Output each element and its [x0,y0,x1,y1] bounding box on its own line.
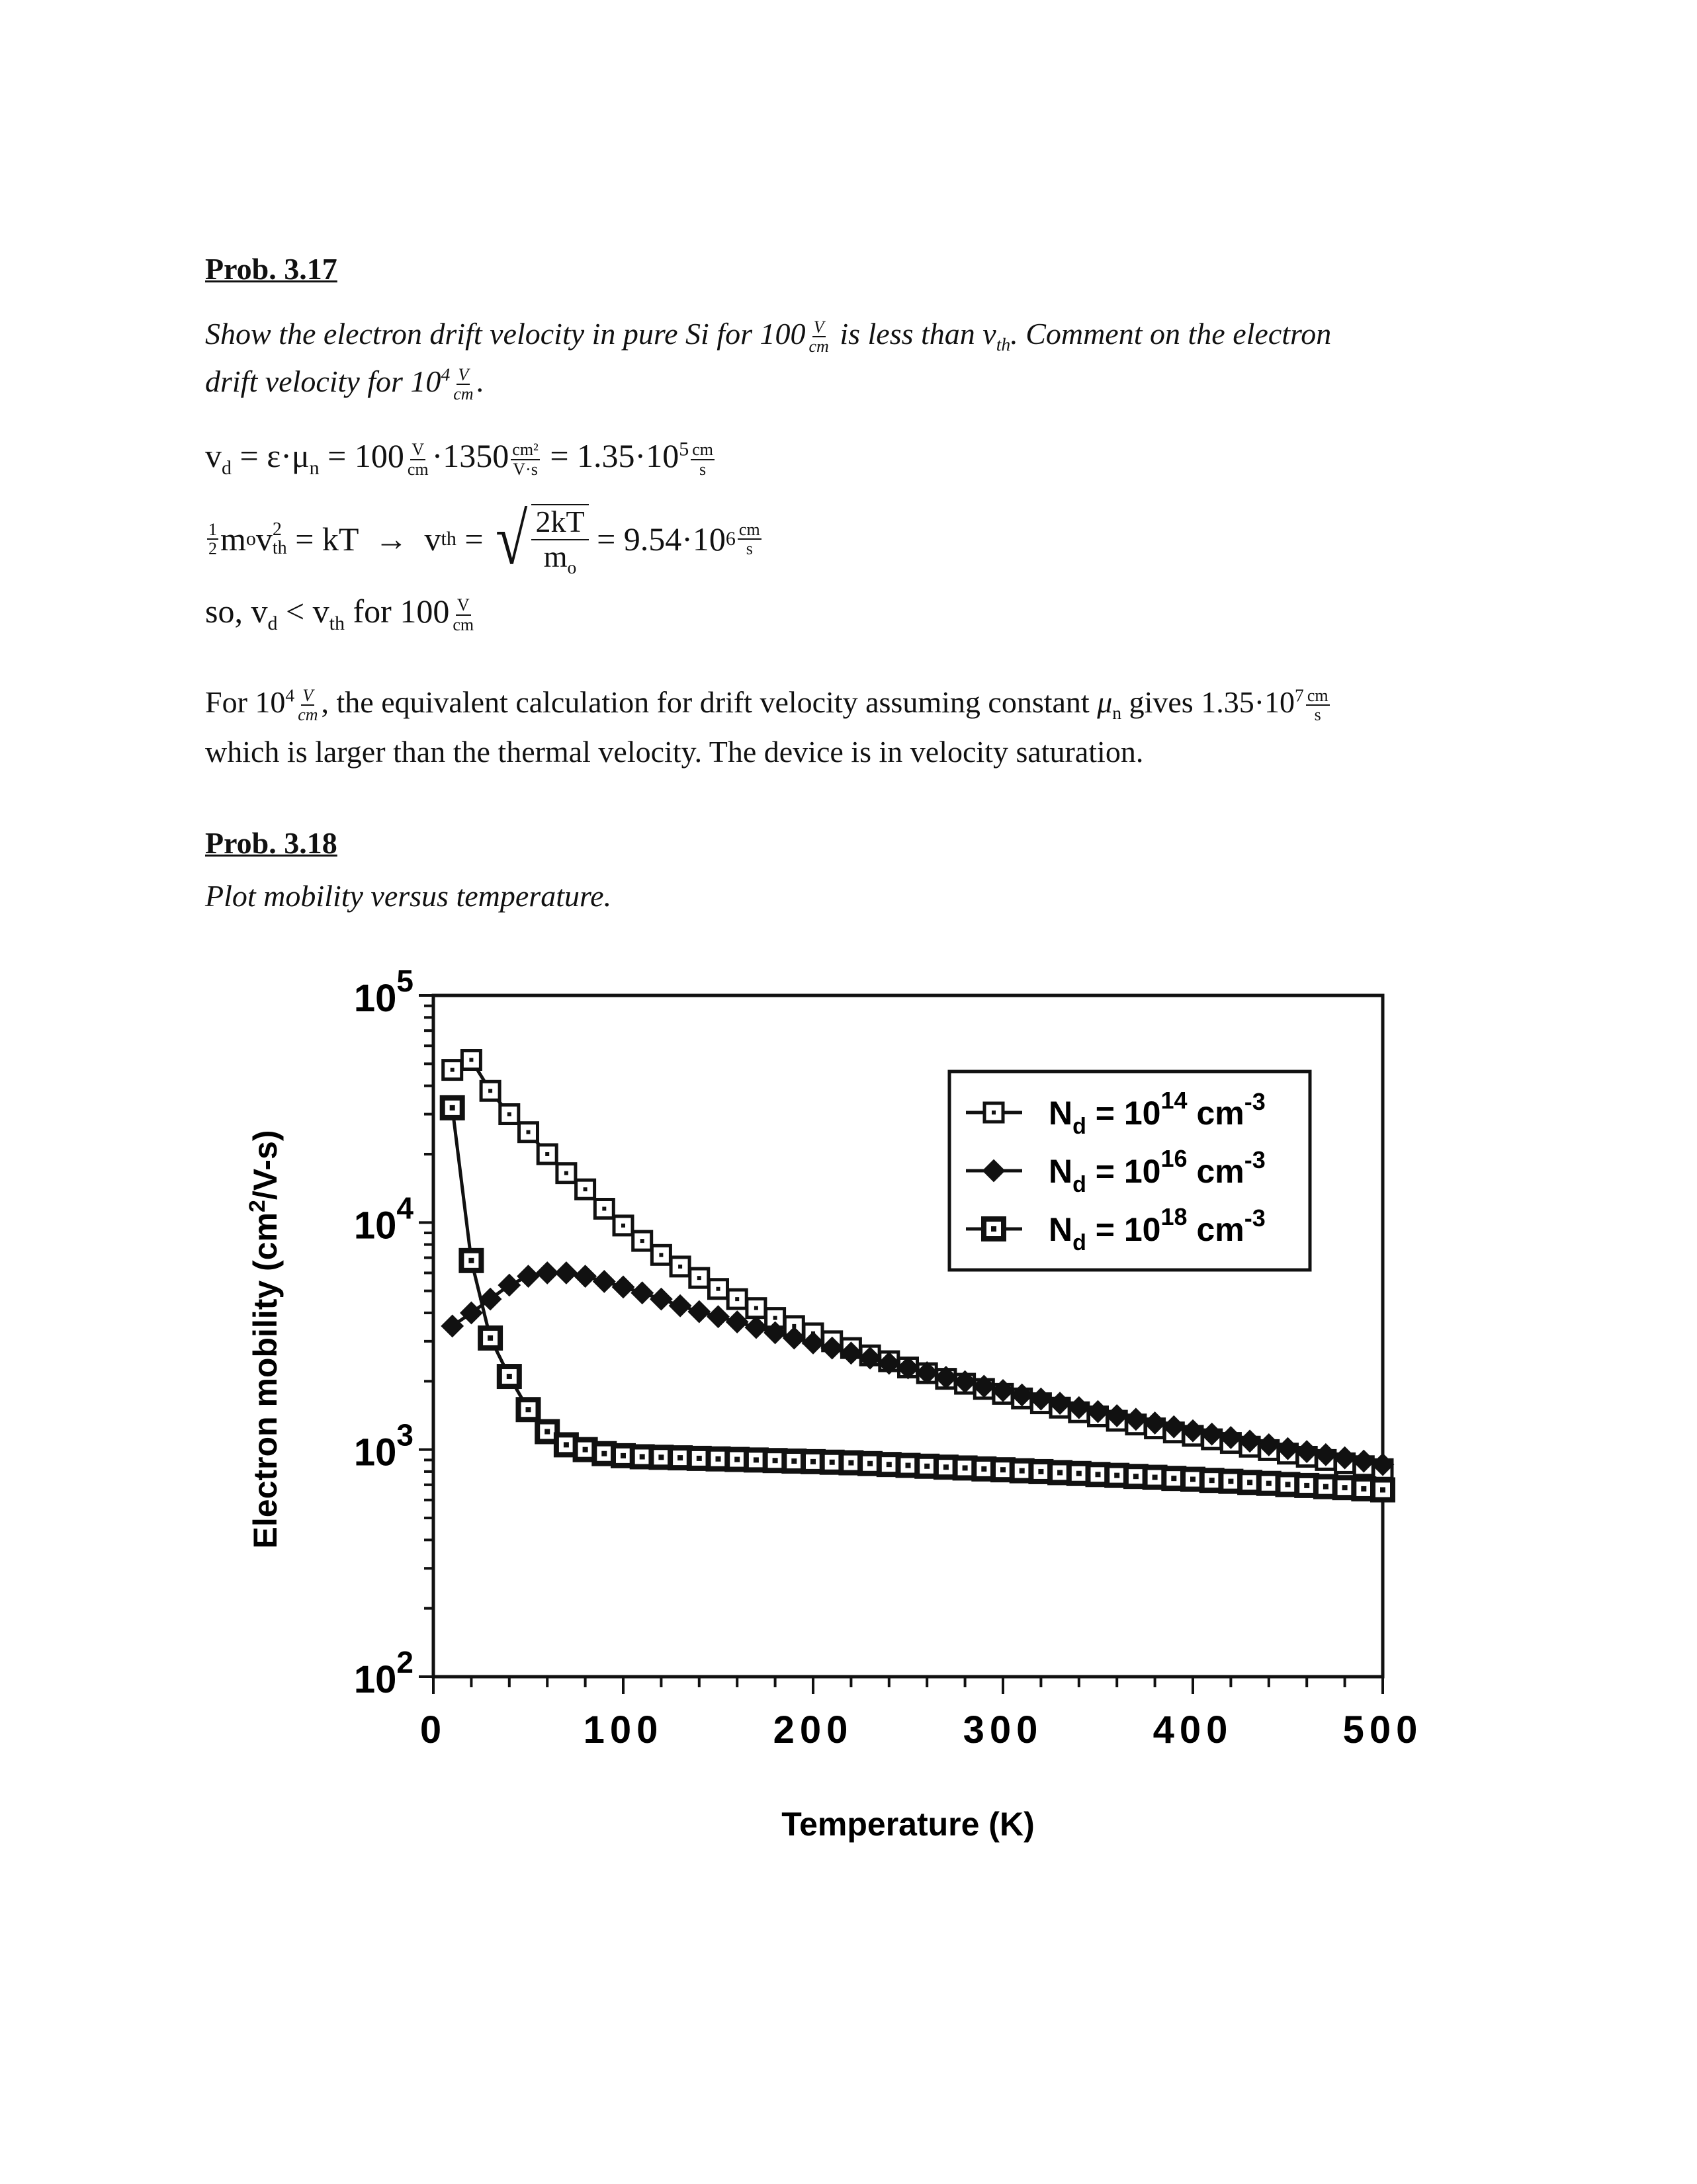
data-point-dot [754,1457,759,1462]
data-point-dot [545,1152,549,1156]
data-point-dot [887,1462,892,1467]
x-tick-label: 500 [1342,1708,1423,1751]
data-point-dot [678,1265,682,1269]
data-point-dot [734,1457,740,1462]
legend-entry: $N_d = 10^{16}$ $cm^{-3}$ [1049,1145,1266,1197]
x-tick-label: 100 [583,1708,664,1751]
data-point-dot [1076,1471,1082,1476]
data-point-dot [602,1206,606,1210]
data-point [556,1263,577,1284]
data-point-dot [735,1297,739,1301]
data-point [613,1277,634,1298]
y-tick-label: $10^5$ [353,964,413,1020]
data-point [632,1282,653,1304]
data-point-dot [1000,1467,1006,1472]
data-point-dot [450,1105,455,1111]
data-point-dot [601,1451,607,1456]
data-point-dot [1171,1476,1176,1481]
data-point-dot [677,1455,683,1460]
data-point-dot [981,1466,986,1472]
data-point-dot [1342,1485,1348,1490]
data-point-dot [488,1089,492,1093]
data-point-dot [906,1463,911,1468]
data-point-dot [830,1460,835,1465]
x-tick-label: 0 [419,1708,447,1751]
data-point-dot [1038,1469,1043,1474]
x-axis-title: Temperature (K) [781,1806,1035,1843]
data-point-dot [754,1306,758,1310]
equation-thermal-velocity: $\frac{1}{2}$ m o v 2 th = kT → v th = √ 2kT $m_o$ = 9.54·10 6 $\frac{cm}{s}$ [208,499,760,579]
prob-3-18-statement: Plot mobility versus temperature. [205,879,612,913]
data-point [670,1295,691,1316]
legend-marker-dot [992,1111,996,1114]
data-point-dot [773,1316,777,1320]
prob-3-17-answer-line1: For $10^4$ $\frac{V}{cm}$ , the equivalent calculation for drift velocity assuming constant $\mu_n$ gives $1.35\cdot 10^7$ $\frac{cm}{s}$ [205,685,1328,725]
prob-3-17-title: Prob. 3.17 [205,252,337,286]
data-point-dot [507,1113,511,1116]
data-point-dot [1266,1481,1272,1486]
data-point-dot [1285,1482,1291,1487]
data-point-dot [1361,1486,1366,1491]
data-point [726,1312,748,1333]
data-point-dot [621,1224,625,1228]
x-tick-label: 400 [1153,1708,1233,1751]
legend-entry: $N_d = 10^{14}$ $cm^{-3}$ [1049,1087,1266,1139]
y-tick-label: $10^3$ [353,1417,413,1474]
equation-drift-velocity: $v_d = \varepsilon\cdot\mu_n = 100$ $\frac{V}{cm}$ ·1350 $\frac{\text{cm²}}{V\cdot s}$ = $1.35\cdot 10^5$ $\frac{cm}{s}$ [205,437,713,479]
data-point-dot [773,1458,778,1463]
data-point-dot [1304,1483,1309,1488]
data-point-dot [1247,1480,1252,1485]
data-point-dot [1020,1468,1025,1474]
legend-entry: $N_d = 10^{18}$ $cm^{-3}$ [1049,1203,1266,1255]
data-point-dot [507,1374,512,1379]
data-point-dot [526,1407,531,1412]
data-point-dot [658,1454,664,1460]
data-point [518,1266,539,1287]
data-point-dot [697,1276,701,1280]
data-point-dot [1209,1478,1215,1483]
data-point-dot [1153,1475,1158,1480]
data-point-dot [943,1464,949,1470]
data-point [746,1317,767,1338]
data-point-dot [640,1454,645,1459]
data-point-dot [469,1058,473,1062]
data-point-dot [527,1130,531,1134]
data-point [575,1266,596,1287]
data-point-dot [488,1335,493,1341]
data-point-dot [544,1429,550,1434]
x-tick-label: 300 [963,1708,1043,1751]
data-point-dot [810,1459,816,1464]
data-point-dot [659,1253,663,1257]
data-point-dot [584,1187,587,1191]
data-point-dot [564,1442,569,1447]
data-point-dot [924,1464,930,1469]
data-point-dot [583,1447,588,1452]
data-point-dot [1096,1472,1101,1477]
legend-marker-dot [991,1226,996,1232]
data-point-dot [451,1068,455,1072]
data-point [537,1263,558,1284]
data-point-dot [621,1453,626,1458]
y-tick-label: $10^4$ [353,1191,413,1247]
data-point [650,1288,672,1310]
data-point [593,1271,615,1292]
data-point-dot [640,1239,644,1243]
data-point-dot [848,1460,853,1466]
data-point-dot [1228,1479,1233,1484]
data-point-dot [697,1456,702,1461]
y-axis-title: Electron mobility $(cm^2/V-s)$ [245,1130,284,1549]
data-point-dot [1190,1477,1196,1482]
prob-3-18-title: Prob. 3.18 [205,826,337,860]
data-point [708,1306,729,1327]
equation-comparison: so, $v_d < v_{th}$ for 100 $\frac{V}{cm}$ [205,593,474,634]
square-root: √ 2kT $m_o$ [492,503,588,575]
prob-3-17-statement-line1: Show the electron drift velocity in pure Si for 100 $\frac{V}{cm}$ is less than $v_{th}$. Comment on the electron [205,317,1332,357]
data-point [689,1301,710,1322]
data-point-dot [1323,1484,1328,1490]
prob-3-17-answer-line2: which is larger than the thermal velocity. The device is in velocity saturation. [205,735,1144,769]
data-point-dot [1057,1470,1063,1475]
data-point-dot [1380,1487,1385,1492]
data-point [442,1316,463,1337]
x-tick-label: 200 [773,1708,853,1751]
data-point-dot [867,1461,873,1466]
prob-3-17-statement-line2: drift velocity for $10^4$ $\frac{V}{cm}$ . [205,364,485,404]
data-point-dot [1114,1473,1119,1478]
data-point-dot [468,1258,474,1263]
data-point-dot [717,1287,720,1291]
data-point-dot [1133,1474,1139,1479]
data-point-dot [791,1458,797,1464]
data-point-dot [564,1171,568,1175]
y-tick-label: $10^2$ [353,1645,413,1701]
data-point-dot [716,1456,721,1462]
chart-legend [949,1071,1310,1270]
data-point-dot [963,1465,968,1470]
